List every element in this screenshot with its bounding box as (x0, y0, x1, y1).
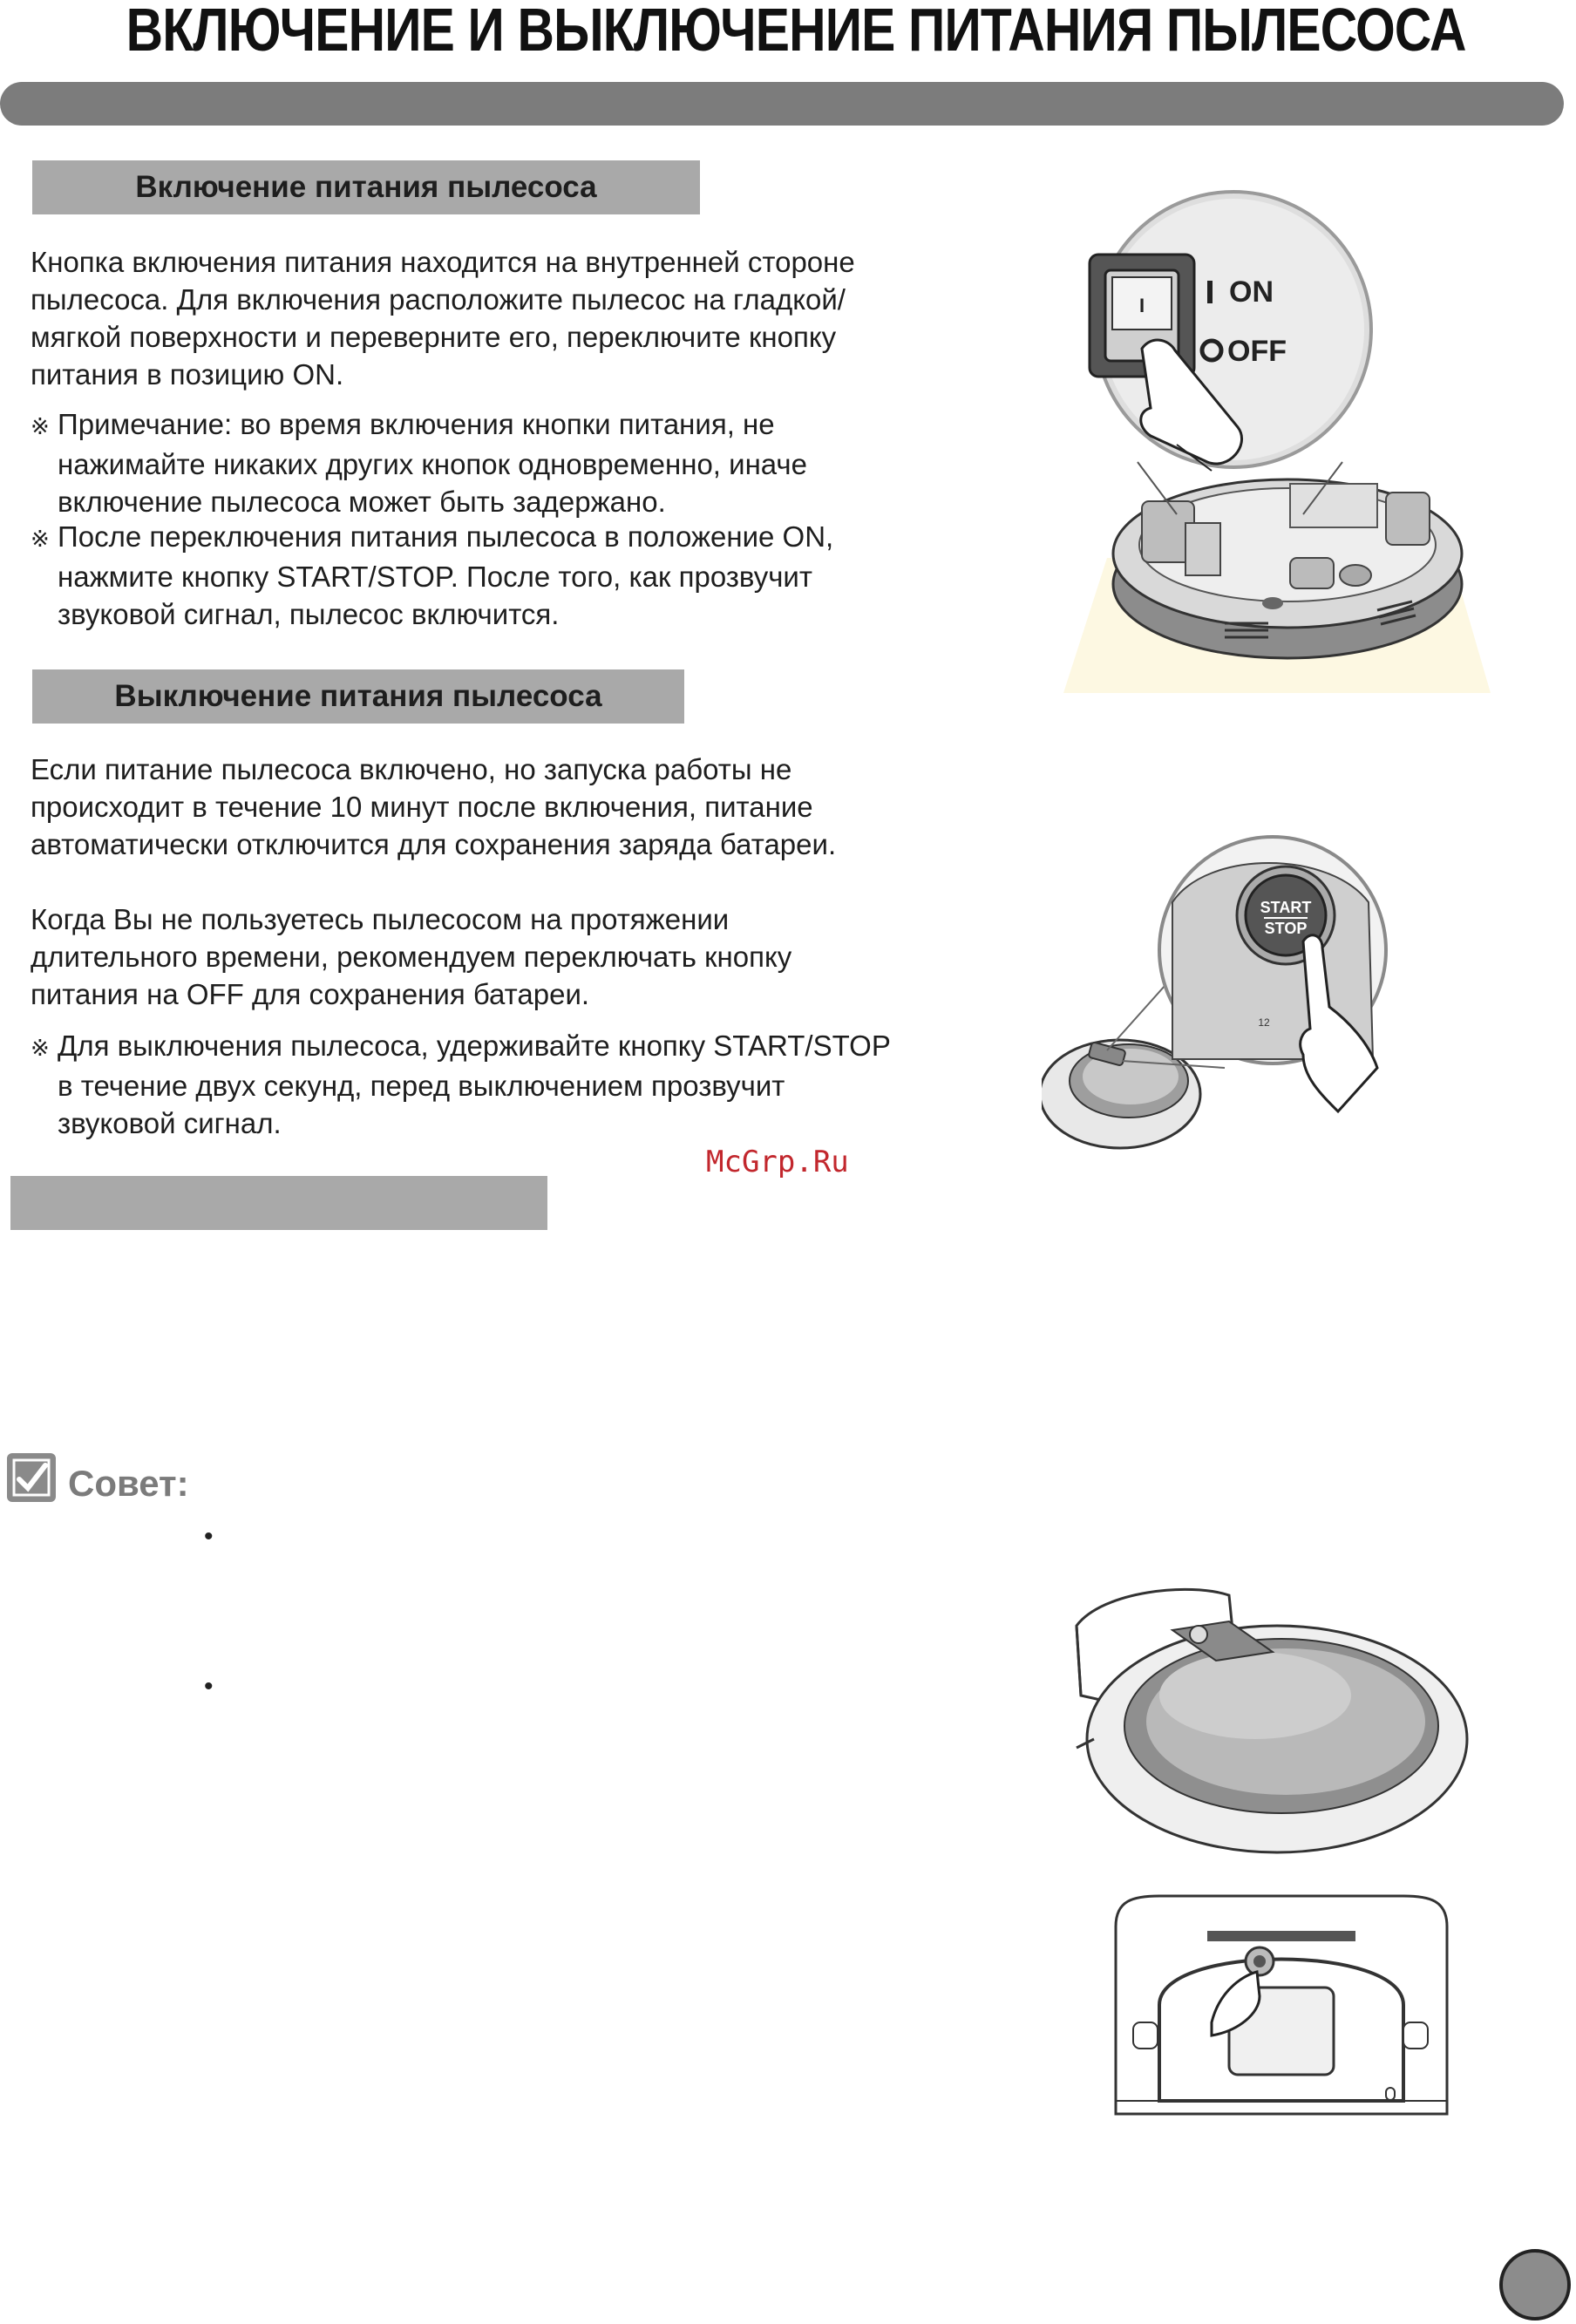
tip-bullet-2: • (204, 1672, 214, 1701)
tip-bullet-1: • (204, 1522, 214, 1551)
switch-off-label: OFF (1227, 335, 1287, 368)
note-text: Для выключения пылесоса, удерживайте кнопку START/STOP в течение двух секунд, перед выключением прозвучит звуковой сигнал. (58, 1029, 891, 1139)
start-label: START (1260, 899, 1312, 916)
power-on-note-2 (31, 518, 912, 633)
switch-i-label: I (1138, 295, 1145, 316)
page-number-circle (1499, 2249, 1571, 2321)
section-heading-power-off: Выключение питания пылесоса (32, 669, 684, 724)
page-title: ВКЛЮЧЕНИЕ И ВЫКЛЮЧЕНИЕ ПИТАНИЯ ПЫЛЕСОСА (126, 0, 1466, 64)
title-bar (0, 82, 1564, 126)
watermark: McGrp.Ru (706, 1145, 849, 1179)
small-number: 12 (1258, 1016, 1270, 1029)
note-mark: ※ (31, 1035, 50, 1061)
section-heading-power-on: Включение питания пылесоса (32, 160, 700, 214)
checkmark-icon (7, 1453, 56, 1502)
tip-label: Совет: (68, 1463, 189, 1504)
power-off-note-1 (31, 1027, 894, 1142)
start-stop-illustration (1042, 832, 1416, 1164)
stop-label: STOP (1264, 920, 1308, 937)
note-mark: ※ (31, 413, 50, 439)
note-mark: ※ (31, 526, 50, 552)
note-text: После переключения питания пылесоса в положение ON, нажмите кнопку START/STOP. После того, как прозвучит звуковой сигнал, пылесос включится. (58, 520, 834, 630)
switch-on-label: ON (1229, 275, 1274, 309)
power-off-paragraph-2: Когда Вы не пользуетесь пылесосом на протяжении длительного времени, рекомендуем переключать кнопку питания на OFF для сохранения батареи. (31, 903, 792, 1010)
power-off-paragraph-1: Если питание пылесоса включено, но запуска работы не происходит в течение 10 минут после включения, питание автоматически отключится для сохранения заряда батареи. (31, 753, 837, 860)
empty-section-heading (10, 1176, 547, 1230)
power-on-note-1 (31, 405, 912, 520)
power-switch-illustration (1055, 183, 1499, 697)
robot-charging-illustration (1068, 1573, 1486, 1870)
note-text: Примечание: во время включения кнопки питания, не нажимайте никаких других кнопок одновременно, иначе включение пылесоса может быть задержано. (58, 408, 807, 518)
power-on-paragraph: Кнопка включения питания находится на внутренней стороне пылесоса. Для включения расположите пылесос на гладкой/мягкой поверхности и переверните его, переключите кнопку питания в позицию ON. (31, 246, 855, 391)
charging-base-illustration (1107, 1892, 1456, 2123)
